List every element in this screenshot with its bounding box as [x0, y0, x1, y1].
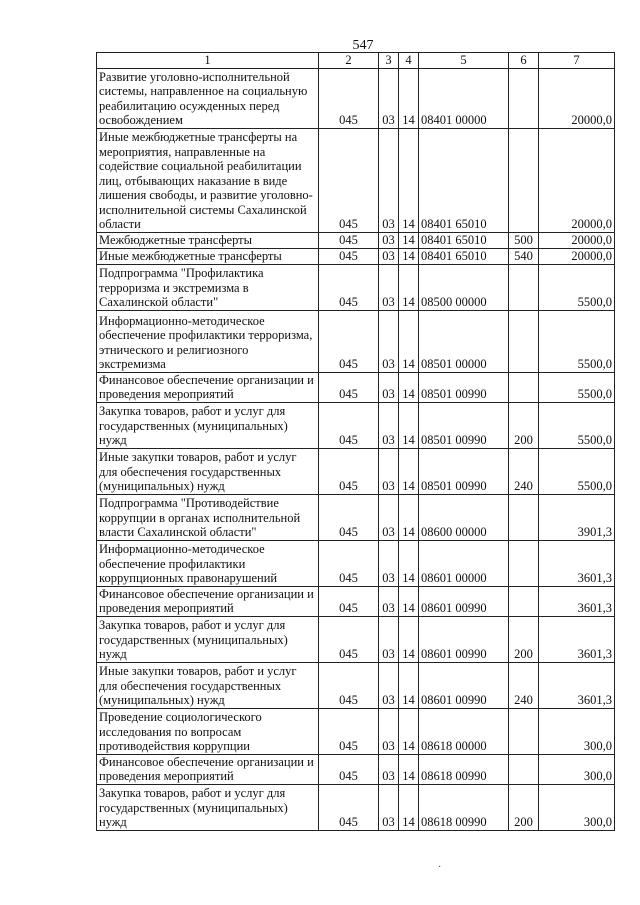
cell-section: 03: [379, 248, 399, 264]
cell-expense-type: [509, 586, 539, 616]
cell-amount: 5500,0: [539, 448, 615, 494]
cell-target-article: 08618 00990: [419, 754, 509, 784]
cell-amount: 20000,0: [539, 248, 615, 264]
cell-name: Межбюджетные трансферты: [97, 232, 319, 248]
cell-target-article: 08501 00000: [419, 310, 509, 372]
table-row: [97, 708, 615, 754]
cell-amount: 3601,3: [539, 662, 615, 708]
cell-amount: 3601,3: [539, 540, 615, 586]
cell-amount: 5500,0: [539, 402, 615, 448]
cell-subsection: 14: [399, 248, 419, 264]
cell-section: 03: [379, 264, 399, 310]
cell-amount: 3601,3: [539, 616, 615, 662]
table-row: [97, 662, 615, 708]
cell-subsection: 14: [399, 264, 419, 310]
cell-section: 03: [379, 372, 399, 402]
table-row: [97, 402, 615, 448]
cell-admin-code: 045: [319, 310, 379, 372]
header-col-3: 3: [379, 53, 399, 69]
cell-amount: 20000,0: [539, 232, 615, 248]
cell-expense-type: [509, 754, 539, 784]
cell-admin-code: 045: [319, 586, 379, 616]
cell-section: 03: [379, 232, 399, 248]
cell-subsection: 14: [399, 754, 419, 784]
cell-subsection: 14: [399, 616, 419, 662]
cell-subsection: 14: [399, 586, 419, 616]
table-row: [97, 310, 615, 372]
cell-subsection: 14: [399, 494, 419, 540]
header-col-6: 6: [509, 53, 539, 69]
cell-expense-type: [509, 372, 539, 402]
cell-target-article: 08600 00000: [419, 494, 509, 540]
header-col-4: 4: [399, 53, 419, 69]
header-col-7: 7: [539, 53, 615, 69]
cell-admin-code: 045: [319, 372, 379, 402]
table-row: [97, 68, 615, 128]
cell-name: Финансовое обеспечение организации и проведения мероприятий: [97, 754, 319, 784]
cell-section: 03: [379, 754, 399, 784]
cell-subsection: 14: [399, 310, 419, 372]
cell-subsection: 14: [399, 662, 419, 708]
cell-name: Иные закупки товаров, работ и услуг для обеспечения государственных (муниципальных) нужд: [97, 662, 319, 708]
table-row: [97, 616, 615, 662]
cell-admin-code: 045: [319, 68, 379, 128]
cell-name: Финансовое обеспечение организации и проведения мероприятий: [97, 586, 319, 616]
cell-name: Проведение социологического исследования по вопросам противодействия коррупции: [97, 708, 319, 754]
cell-target-article: 08618 00990: [419, 784, 509, 830]
cell-expense-type: [509, 494, 539, 540]
cell-section: 03: [379, 68, 399, 128]
header-col-2: 2: [319, 53, 379, 69]
table-row: [97, 754, 615, 784]
table-row: [97, 586, 615, 616]
cell-section: 03: [379, 402, 399, 448]
header-col-5: 5: [419, 53, 509, 69]
cell-amount: 3601,3: [539, 586, 615, 616]
cell-name: Информационно-методическое обеспечение профилактики терроризма, этнического и религиозного экстремизма: [97, 310, 319, 372]
cell-subsection: 14: [399, 232, 419, 248]
cell-target-article: 08618 00000: [419, 708, 509, 754]
cell-subsection: 14: [399, 402, 419, 448]
cell-expense-type: [509, 264, 539, 310]
cell-expense-type: 540: [509, 248, 539, 264]
cell-name: Информационно-методическое обеспечение профилактики коррупционных правонарушений: [97, 540, 319, 586]
cell-name: Иные межбюджетные трансферты на мероприятия, направленные на содействие социальной реабилитации лиц, отбывающих наказание в виде лишения свободы, и развитие уголовно-исполнительной системы Сахалинской области: [97, 128, 319, 232]
table-row: [97, 540, 615, 586]
table-row: [97, 128, 615, 232]
cell-admin-code: 045: [319, 448, 379, 494]
cell-target-article: 08401 65010: [419, 248, 509, 264]
table-row: [97, 494, 615, 540]
cell-expense-type: [509, 310, 539, 372]
cell-expense-type: [509, 68, 539, 128]
table-row: [97, 232, 615, 248]
cell-expense-type: [509, 540, 539, 586]
cell-target-article: 08401 00000: [419, 68, 509, 128]
cell-amount: 5500,0: [539, 264, 615, 310]
cell-section: 03: [379, 616, 399, 662]
cell-name: Закупка товаров, работ и услуг для государственных (муниципальных) нужд: [97, 402, 319, 448]
cell-expense-type: 200: [509, 784, 539, 830]
cell-expense-type: [509, 128, 539, 232]
cell-admin-code: 045: [319, 754, 379, 784]
cell-section: 03: [379, 586, 399, 616]
cell-expense-type: 240: [509, 662, 539, 708]
header-col-1: 1: [97, 53, 319, 69]
table-header-row: [97, 53, 615, 69]
cell-name: Подпрограмма "Противодействие коррупции в органах исполнительной власти Сахалинской области": [97, 494, 319, 540]
cell-target-article: 08501 00990: [419, 448, 509, 494]
table-row: [97, 372, 615, 402]
cell-admin-code: 045: [319, 128, 379, 232]
table-row: [97, 248, 615, 264]
cell-target-article: 08501 00990: [419, 372, 509, 402]
cell-amount: 300,0: [539, 784, 615, 830]
cell-expense-type: 240: [509, 448, 539, 494]
cell-admin-code: 045: [319, 540, 379, 586]
scan-mark: ·: [438, 862, 442, 873]
cell-target-article: 08601 00990: [419, 662, 509, 708]
cell-name: Закупка товаров, работ и услуг для государственных (муниципальных) нужд: [97, 616, 319, 662]
cell-target-article: 08500 00000: [419, 264, 509, 310]
cell-section: 03: [379, 662, 399, 708]
cell-section: 03: [379, 540, 399, 586]
cell-admin-code: 045: [319, 616, 379, 662]
cell-admin-code: 045: [319, 708, 379, 754]
cell-amount: 5500,0: [539, 372, 615, 402]
cell-amount: 5500,0: [539, 310, 615, 372]
cell-name: Финансовое обеспечение организации и проведения мероприятий: [97, 372, 319, 402]
cell-section: 03: [379, 310, 399, 372]
table-row: [97, 784, 615, 830]
cell-name: Развитие уголовно-исполнительной системы, направленное на социальную реабилитацию осужденных перед освобождением: [97, 68, 319, 128]
cell-subsection: 14: [399, 540, 419, 586]
cell-section: 03: [379, 708, 399, 754]
cell-name: Иные межбюджетные трансферты: [97, 248, 319, 264]
cell-admin-code: 045: [319, 232, 379, 248]
cell-name: Закупка товаров, работ и услуг для государственных (муниципальных) нужд: [97, 784, 319, 830]
cell-target-article: 08401 65010: [419, 232, 509, 248]
cell-target-article: 08601 00990: [419, 586, 509, 616]
cell-subsection: 14: [399, 128, 419, 232]
cell-target-article: 08601 00000: [419, 540, 509, 586]
cell-admin-code: 045: [319, 264, 379, 310]
page-number: 547: [352, 38, 374, 53]
cell-admin-code: 045: [319, 402, 379, 448]
budget-table: [96, 52, 615, 831]
cell-section: 03: [379, 448, 399, 494]
cell-admin-code: 045: [319, 248, 379, 264]
cell-subsection: 14: [399, 784, 419, 830]
cell-amount: 3901,3: [539, 494, 615, 540]
cell-expense-type: 200: [509, 616, 539, 662]
cell-expense-type: 200: [509, 402, 539, 448]
cell-target-article: 08601 00990: [419, 616, 509, 662]
cell-amount: 300,0: [539, 754, 615, 784]
cell-subsection: 14: [399, 708, 419, 754]
cell-subsection: 14: [399, 68, 419, 128]
cell-subsection: 14: [399, 448, 419, 494]
cell-target-article: 08501 00990: [419, 402, 509, 448]
cell-target-article: 08401 65010: [419, 128, 509, 232]
cell-amount: 20000,0: [539, 68, 615, 128]
cell-expense-type: 500: [509, 232, 539, 248]
cell-admin-code: 045: [319, 494, 379, 540]
cell-expense-type: [509, 708, 539, 754]
cell-section: 03: [379, 784, 399, 830]
cell-name: Иные закупки товаров, работ и услуг для обеспечения государственных (муниципальных) нужд: [97, 448, 319, 494]
cell-name: Подпрограмма "Профилактика терроризма и экстремизма в Сахалинской области": [97, 264, 319, 310]
table-row: [97, 264, 615, 310]
cell-amount: 300,0: [539, 708, 615, 754]
cell-subsection: 14: [399, 372, 419, 402]
cell-section: 03: [379, 128, 399, 232]
table-row: [97, 448, 615, 494]
cell-section: 03: [379, 494, 399, 540]
cell-amount: 20000,0: [539, 128, 615, 232]
cell-admin-code: 045: [319, 784, 379, 830]
cell-admin-code: 045: [319, 662, 379, 708]
